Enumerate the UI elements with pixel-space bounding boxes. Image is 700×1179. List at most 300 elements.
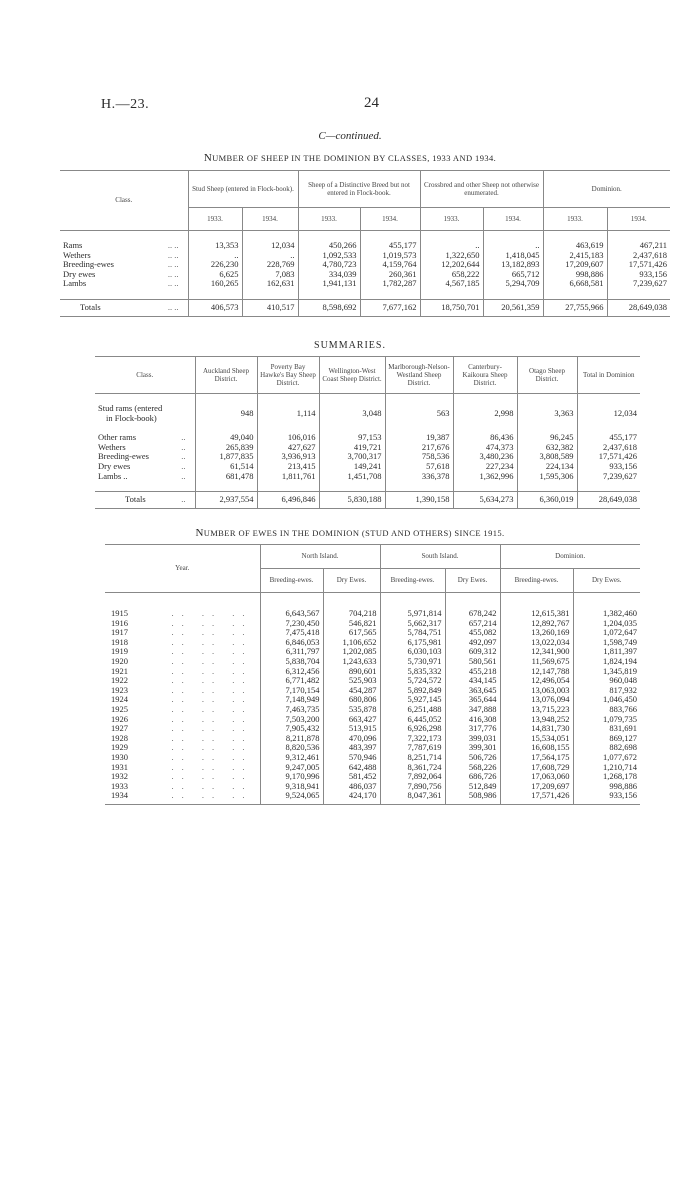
leader-dots: .. ..: [167, 259, 179, 270]
island-header: South Island.: [380, 545, 500, 569]
value-cell: 704,218: [323, 609, 380, 619]
year-header: 1934.: [607, 208, 670, 231]
year-text: 1933: [111, 780, 128, 791]
value-cell: 3,048: [319, 404, 385, 423]
value-cell: 213,415: [257, 462, 319, 472]
leader-dots: .. .. ..: [171, 636, 253, 647]
value-cell: 1,072,647: [573, 628, 640, 638]
year-text: 1925: [111, 703, 128, 714]
value-cell: 883,766: [573, 705, 640, 715]
value-cell: 546,821: [323, 619, 380, 629]
value-cell: 3,808,589: [517, 452, 577, 462]
value-cell: 2,998: [453, 404, 517, 423]
value-cell: 1,362,996: [453, 472, 517, 482]
value-cell: 5,662,317: [380, 619, 445, 629]
leader-dots: .. ..: [167, 301, 179, 312]
total-cell: 6,496,846: [257, 492, 319, 509]
label-text: Totals: [80, 301, 101, 312]
year-text: 1919: [111, 646, 128, 657]
label-text: Rams: [63, 240, 83, 250]
value-cell: 1,811,761: [257, 472, 319, 482]
leader-dots: .. .. ..: [171, 732, 253, 743]
value-cell: ..: [420, 241, 483, 251]
district-header: Poverty Bay Hawke's Bay Sheep District.: [257, 357, 319, 394]
year-text: 1921: [111, 665, 128, 676]
value-cell: 5,835,332: [380, 667, 445, 677]
value-cell: 7,905,432: [260, 724, 323, 734]
value-cell: 7,892,064: [380, 772, 445, 782]
total-cell: 5,830,188: [319, 492, 385, 509]
value-cell: 580,561: [445, 657, 500, 667]
value-cell: 568,226: [445, 763, 500, 773]
ewes-since-1915-table: [105, 544, 640, 805]
value-cell: 642,488: [323, 763, 380, 773]
year-cell: [105, 791, 260, 801]
value-cell: 7,239,627: [577, 472, 640, 482]
total-cell: 8,598,692: [298, 299, 360, 316]
value-cell: 467,211: [607, 241, 670, 251]
year-text: 1934: [111, 790, 128, 801]
value-cell: 49,040: [195, 433, 257, 443]
value-cell: 434,145: [445, 676, 500, 686]
leader-dots: .. ..: [167, 249, 179, 260]
label-text: Lambs: [63, 278, 87, 289]
value-cell: 1,824,194: [573, 657, 640, 667]
value-cell: 948: [195, 404, 257, 423]
value-cell: 463,619: [543, 241, 607, 251]
value-cell: 998,886: [573, 782, 640, 792]
group-header: Crossbred and other Sheep not otherwise enumerated.: [420, 171, 543, 208]
value-cell: 17,564,175: [500, 753, 573, 763]
value-cell: 1,114: [257, 404, 319, 423]
table-row: [60, 279, 670, 289]
value-cell: 450,266: [298, 241, 360, 251]
year-text: 1922: [111, 675, 128, 686]
value-cell: 817,932: [573, 686, 640, 696]
value-cell: 678,242: [445, 609, 500, 619]
value-cell: 13,353: [188, 241, 242, 251]
value-cell: 265,839: [195, 443, 257, 453]
value-cell: 13,076,094: [500, 695, 573, 705]
value-cell: 508,986: [445, 791, 500, 801]
year-text: 1932: [111, 771, 128, 782]
value-cell: 8,361,724: [380, 763, 445, 773]
value-cell: 399,301: [445, 743, 500, 753]
subheader: Breeding-ewes.: [500, 569, 573, 593]
year-text: 1916: [111, 617, 128, 628]
year-text: 1923: [111, 684, 128, 695]
page-reference: H.—23.: [101, 97, 150, 112]
leader-dots: .. .. ..: [171, 703, 253, 714]
total-cell: 28,649,038: [577, 492, 640, 509]
value-cell: 12,034: [577, 404, 640, 423]
leader-dots: .. ..: [167, 278, 179, 289]
label-text: in Flock-book): [106, 412, 157, 423]
value-cell: 7,170,154: [260, 686, 323, 696]
leader-dots: .. .. ..: [171, 780, 253, 791]
year-header: 1933.: [298, 208, 360, 231]
value-cell: 12,034: [242, 241, 298, 251]
total-cell: 18,750,701: [420, 299, 483, 316]
leader-dots: ..: [181, 470, 186, 481]
leader-dots: .. ..: [167, 268, 179, 279]
value-cell: 334,039: [298, 270, 360, 280]
value-cell: 365,644: [445, 695, 500, 705]
value-cell: 13,260,169: [500, 628, 573, 638]
value-cell: 424,170: [323, 791, 380, 801]
value-cell: 86,436: [453, 433, 517, 443]
value-cell: 933,156: [577, 462, 640, 472]
value-cell: 9,247,005: [260, 763, 323, 773]
value-cell: 162,631: [242, 279, 298, 289]
leader-dots: .. .. ..: [171, 646, 253, 657]
value-cell: 513,915: [323, 724, 380, 734]
year-header: 1934.: [360, 208, 420, 231]
value-cell: 7,475,418: [260, 628, 323, 638]
subheader: Breeding-ewes.: [260, 569, 323, 593]
value-cell: 998,886: [543, 270, 607, 280]
value-cell: 6,312,456: [260, 667, 323, 677]
row-label: [95, 404, 195, 423]
value-cell: 7,083: [242, 270, 298, 280]
value-cell: 14,831,730: [500, 724, 573, 734]
value-cell: 681,478: [195, 472, 257, 482]
value-cell: 933,156: [607, 270, 670, 280]
value-cell: 1,046,450: [573, 695, 640, 705]
value-cell: 9,312,461: [260, 753, 323, 763]
value-cell: 4,780,723: [298, 260, 360, 270]
table-row: [95, 472, 640, 482]
value-cell: 260,361: [360, 270, 420, 280]
value-cell: 97,153: [319, 433, 385, 443]
value-cell: 5,784,751: [380, 628, 445, 638]
value-cell: 869,127: [573, 734, 640, 744]
value-cell: 5,927,145: [380, 695, 445, 705]
label-text: Lambs ..: [98, 470, 128, 481]
value-cell: ..: [188, 251, 242, 261]
leader-dots: .. ..: [167, 240, 179, 250]
sheep-by-class-table: [60, 170, 670, 317]
value-cell: 680,806: [323, 695, 380, 705]
value-cell: 3,363: [517, 404, 577, 423]
value-cell: 2,437,618: [577, 443, 640, 453]
value-cell: 632,382: [517, 443, 577, 453]
value-cell: 665,712: [483, 270, 543, 280]
year-text: 1931: [111, 761, 128, 772]
row-label: [95, 492, 195, 509]
year-header: 1934.: [483, 208, 543, 231]
value-cell: 4,159,764: [360, 260, 420, 270]
subheader: Dry Ewes.: [573, 569, 640, 593]
table-row: [95, 404, 640, 423]
value-cell: 8,251,714: [380, 753, 445, 763]
group-header: Stud Sheep (entered in Flock-book).: [188, 171, 298, 208]
total-cell: 20,561,359: [483, 299, 543, 316]
total-cell: 1,390,158: [385, 492, 453, 509]
row-label: [60, 279, 188, 289]
leader-dots: ..: [181, 432, 186, 443]
value-cell: 6,175,981: [380, 638, 445, 648]
value-cell: 12,615,381: [500, 609, 573, 619]
value-cell: 11,569,675: [500, 657, 573, 667]
value-cell: ..: [242, 251, 298, 261]
value-cell: 1,202,085: [323, 647, 380, 657]
value-cell: 1,782,287: [360, 279, 420, 289]
value-cell: 17,608,729: [500, 763, 573, 773]
value-cell: 1,322,650: [420, 251, 483, 261]
value-cell: 470,096: [323, 734, 380, 744]
value-cell: 4,567,185: [420, 279, 483, 289]
value-cell: 1,268,178: [573, 772, 640, 782]
table3-title: NUMBER OF EWES IN THE DOMINION (STUD AND OTHERS) SINCE 1915.: [195, 527, 505, 539]
table1-title: NUMBER OF SHEEP IN THE DOMINION BY CLASSES, 1933 AND 1934.: [203, 152, 497, 164]
value-cell: 890,601: [323, 667, 380, 677]
value-cell: 13,715,223: [500, 705, 573, 715]
row-label: [60, 299, 188, 316]
value-cell: 226,230: [188, 260, 242, 270]
value-cell: 12,496,054: [500, 676, 573, 686]
value-cell: 9,524,065: [260, 791, 323, 801]
label-text: Dry ewes: [63, 268, 96, 279]
leader-dots: .. .. ..: [171, 742, 253, 753]
subheader: Dry Ewes.: [323, 569, 380, 593]
leader-dots: .. .. ..: [171, 655, 253, 666]
value-cell: 5,838,704: [260, 657, 323, 667]
label-text: Totals: [125, 494, 146, 505]
value-cell: 512,849: [445, 782, 500, 792]
value-cell: 5,724,572: [380, 676, 445, 686]
table-row: [105, 791, 640, 801]
value-cell: 1,418,045: [483, 251, 543, 261]
total-cell: 27,755,966: [543, 299, 607, 316]
value-cell: 617,565: [323, 628, 380, 638]
table2-title: SUMMARIES.: [314, 340, 386, 351]
leader-dots: ..: [181, 494, 186, 505]
value-cell: 455,177: [577, 433, 640, 443]
leader-dots: .. .. ..: [171, 790, 253, 801]
value-cell: 1,598,749: [573, 638, 640, 648]
leader-dots: .. .. ..: [171, 608, 253, 618]
value-cell: 416,308: [445, 715, 500, 725]
value-cell: 6,445,052: [380, 715, 445, 725]
value-cell: 217,676: [385, 443, 453, 453]
value-cell: 1,595,306: [517, 472, 577, 482]
value-cell: 6,771,482: [260, 676, 323, 686]
value-cell: 17,063,060: [500, 772, 573, 782]
total-cell: 7,677,162: [360, 299, 420, 316]
value-cell: 5,892,849: [380, 686, 445, 696]
value-cell: 454,287: [323, 686, 380, 696]
value-cell: 474,373: [453, 443, 517, 453]
value-cell: 13,182,893: [483, 260, 543, 270]
value-cell: 960,048: [573, 676, 640, 686]
total-cell: 6,360,019: [517, 492, 577, 509]
value-cell: 6,251,488: [380, 705, 445, 715]
year-text: 1917: [111, 627, 128, 638]
value-cell: 149,241: [319, 462, 385, 472]
value-cell: 9,318,941: [260, 782, 323, 792]
value-cell: 492,097: [445, 638, 500, 648]
value-cell: 5,294,709: [483, 279, 543, 289]
value-cell: 7,890,756: [380, 782, 445, 792]
value-cell: 831,691: [573, 724, 640, 734]
value-cell: 363,645: [445, 686, 500, 696]
value-cell: 419,721: [319, 443, 385, 453]
year-text: 1930: [111, 751, 128, 762]
leader-dots: .. .. ..: [171, 675, 253, 686]
total-header: Total in Dominion: [577, 357, 640, 394]
leader-dots: .. .. ..: [171, 771, 253, 782]
value-cell: 7,463,735: [260, 705, 323, 715]
value-cell: 96,245: [517, 433, 577, 443]
value-cell: 12,341,900: [500, 647, 573, 657]
value-cell: 658,222: [420, 270, 483, 280]
year-text: 1924: [111, 694, 128, 705]
value-cell: 1,210,714: [573, 763, 640, 773]
year-text: 1927: [111, 723, 128, 734]
year-text: 1920: [111, 655, 128, 666]
label-text: Breeding-ewes: [98, 451, 149, 462]
value-cell: ..: [483, 241, 543, 251]
subheader: Dry Ewes.: [445, 569, 500, 593]
value-cell: 663,427: [323, 715, 380, 725]
value-cell: 6,926,298: [380, 724, 445, 734]
value-cell: 399,031: [445, 734, 500, 744]
total-cell: 2,937,554: [195, 492, 257, 509]
value-cell: 1,077,672: [573, 753, 640, 763]
value-cell: 16,608,155: [500, 743, 573, 753]
value-cell: 581,452: [323, 772, 380, 782]
value-cell: 1,877,835: [195, 452, 257, 462]
leader-dots: .. .. ..: [171, 713, 253, 724]
value-cell: 57,618: [385, 462, 453, 472]
value-cell: 13,948,252: [500, 715, 573, 725]
label-text: Other rams: [98, 432, 137, 443]
value-cell: 17,209,697: [500, 782, 573, 792]
value-cell: 1,382,460: [573, 609, 640, 619]
leader-dots: .. .. ..: [171, 684, 253, 695]
island-header: Dominion.: [500, 545, 640, 569]
value-cell: 1,451,708: [319, 472, 385, 482]
value-cell: 3,700,317: [319, 452, 385, 462]
value-cell: 228,769: [242, 260, 298, 270]
year-header: 1934.: [242, 208, 298, 231]
value-cell: 2,415,183: [543, 251, 607, 261]
value-cell: 8,820,536: [260, 743, 323, 753]
year-header: 1933.: [188, 208, 242, 231]
value-cell: 1,345,819: [573, 667, 640, 677]
value-cell: 6,643,567: [260, 609, 323, 619]
label-text: Breeding-ewes: [63, 259, 114, 270]
value-cell: 1,941,131: [298, 279, 360, 289]
value-cell: 13,022,034: [500, 638, 573, 648]
value-cell: 486,037: [323, 782, 380, 792]
value-cell: 7,787,619: [380, 743, 445, 753]
value-cell: 61,514: [195, 462, 257, 472]
value-cell: 7,230,450: [260, 619, 323, 629]
leader-dots: ..: [181, 460, 186, 471]
leader-dots: .. .. ..: [171, 694, 253, 705]
value-cell: 17,209,607: [543, 260, 607, 270]
value-cell: 455,177: [360, 241, 420, 251]
value-cell: 160,265: [188, 279, 242, 289]
leader-dots: ..: [181, 451, 186, 462]
value-cell: 17,571,426: [577, 452, 640, 462]
leader-dots: .. .. ..: [171, 665, 253, 676]
total-cell: 410,517: [242, 299, 298, 316]
district-header: Marlborough-Nelson-Westland Sheep District.: [385, 357, 453, 394]
class-header: Class.: [136, 370, 154, 379]
value-cell: 17,571,426: [500, 791, 573, 801]
value-cell: 1,106,652: [323, 638, 380, 648]
value-cell: 525,903: [323, 676, 380, 686]
year-text: 1926: [111, 713, 128, 724]
year-header: 1933.: [420, 208, 483, 231]
value-cell: 427,627: [257, 443, 319, 453]
value-cell: 1,019,573: [360, 251, 420, 261]
value-cell: 535,878: [323, 705, 380, 715]
label-text: Dry ewes: [98, 460, 131, 471]
section-continued: C—continued.: [318, 130, 382, 142]
year-header: 1933.: [543, 208, 607, 231]
year-text: 1915: [111, 608, 128, 618]
value-cell: 6,030,103: [380, 647, 445, 657]
value-cell: 1,092,533: [298, 251, 360, 261]
value-cell: 12,147,788: [500, 667, 573, 677]
class-header: Class.: [115, 196, 133, 205]
leader-dots: .. .. ..: [171, 761, 253, 772]
value-cell: 5,971,814: [380, 609, 445, 619]
year-text: 1918: [111, 636, 128, 647]
value-cell: 17,571,426: [607, 260, 670, 270]
value-cell: 3,480,236: [453, 452, 517, 462]
value-cell: 317,776: [445, 724, 500, 734]
value-cell: 483,397: [323, 743, 380, 753]
value-cell: 13,063,003: [500, 686, 573, 696]
value-cell: 7,239,627: [607, 279, 670, 289]
value-cell: 12,892,767: [500, 619, 573, 629]
value-cell: 1,811,397: [573, 647, 640, 657]
value-cell: 570,946: [323, 753, 380, 763]
value-cell: 15,534,051: [500, 734, 573, 744]
value-cell: 224,134: [517, 462, 577, 472]
value-cell: 506,726: [445, 753, 500, 763]
value-cell: 9,170,996: [260, 772, 323, 782]
value-cell: 7,322,173: [380, 734, 445, 744]
value-cell: 1,243,633: [323, 657, 380, 667]
row-label: [95, 472, 195, 482]
leader-dots: ..: [181, 441, 186, 452]
leader-dots: .. .. ..: [171, 627, 253, 638]
label-text: Wethers: [98, 441, 126, 452]
value-cell: 347,888: [445, 705, 500, 715]
value-cell: 933,156: [573, 791, 640, 801]
value-cell: 336,378: [385, 472, 453, 482]
value-cell: 455,218: [445, 667, 500, 677]
district-header: Canterbury-Kaikoura Sheep District.: [453, 357, 517, 394]
value-cell: 563: [385, 404, 453, 423]
totals-row: [60, 299, 670, 316]
total-cell: 406,573: [188, 299, 242, 316]
leader-dots: .. .. ..: [171, 751, 253, 762]
district-header: Wellington-West Coast Sheep District.: [319, 357, 385, 394]
value-cell: 686,726: [445, 772, 500, 782]
value-cell: 758,536: [385, 452, 453, 462]
year-header: Year.: [175, 564, 190, 573]
value-cell: 8,047,361: [380, 791, 445, 801]
value-cell: 6,625: [188, 270, 242, 280]
value-cell: 455,082: [445, 628, 500, 638]
